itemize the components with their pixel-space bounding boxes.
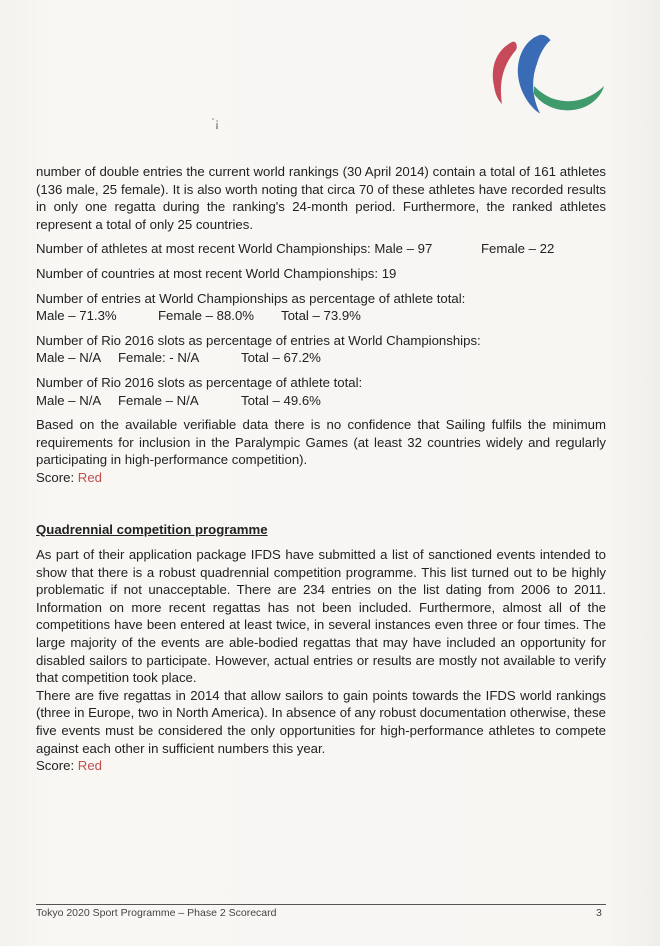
scan-artifact-mark: ˈ¡ <box>211 116 219 130</box>
page-number: 3 <box>596 907 602 919</box>
entries-percentage-block <box>36 290 606 325</box>
slots-entries-label: Number of Rio 2016 slots as percentage of entries at World Championships: <box>36 332 481 348</box>
conclusion-text: Based on the available verifiable data there is no confidence that Sailing fulfils the minimum requirements for inclusion in the Paralympic Games (at least 32 countries widely and regularly participating in high-performance competition). <box>36 417 606 468</box>
entries-male: Male – 71.3% <box>36 308 117 324</box>
entries-female: Female – 88.0% <box>158 308 255 324</box>
section-paragraph <box>36 546 606 775</box>
section-paragraph-1: As part of their application package IFDS have submitted a list of sanctioned events intended to show that there is a robust quadrennial competition programme. This list turned out to be highly problematic if not unacceptable. There are 234 entries on the list dating from 2006 to 2011. Information on more recent regattas has not been included. Furthermore, almost all of the competitions have been entered at least twice, in several instances even three or four times. The large majority of the events are able-bodied regattas that may have included an opportunity for disabled sailors to participate. However, actual entries or results are mostly not available to verify that competition took place. <box>36 547 606 686</box>
athletes-line <box>36 240 606 258</box>
score-label-1: Score: <box>36 469 75 485</box>
document-body <box>36 163 606 775</box>
section-heading: Quadrennial competition programme <box>36 521 268 537</box>
slots-entries-male: Male – N/A <box>36 350 102 366</box>
countries-line: Number of countries at most recent World Championships: 19 <box>36 265 397 281</box>
score-value-1: Red <box>77 469 102 485</box>
footer-title: Tokyo 2020 Sport Programme – Phase 2 Scorecard <box>36 907 277 919</box>
slots-athlete-female: Female – N/A <box>118 392 199 408</box>
entries-percentage-label: Number of entries at World Championships as percentage of athlete total: <box>36 290 466 306</box>
slots-athlete-total: Total – 49.6% <box>241 392 321 408</box>
section-paragraph-2: There are five regattas in 2014 that allow sailors to gain points towards the IFDS world rankings (three in Europe, two in North America). In absence of any robust documentation otherwise, these five events must be considered the only opportunities for high-performance athletes to compete against each other in sufficient numbers this year. <box>36 687 606 756</box>
slots-entries-female: Female: - N/A <box>118 350 200 366</box>
footer-divider <box>36 904 606 905</box>
score-label-2: Score: <box>36 758 75 774</box>
conclusion-paragraph <box>36 416 606 486</box>
athletes-line-label: Number of athletes at most recent World Championships: Male – 97 <box>36 241 433 257</box>
slots-entries-block <box>36 332 606 367</box>
slots-athlete-block <box>36 374 606 409</box>
slots-athlete-male: Male – N/A <box>36 392 102 408</box>
athletes-line-female: Female – 22 <box>481 241 555 257</box>
intro-paragraph: number of double entries the current world rankings (30 April 2014) contain a total of 161 athletes (136 male, 25 female). It is also worth noting that circa 70 of these athletes have recorded results in only one regatta during the ranking's 24-month period. Furthermore, the ranked athletes represent a total of only 25 countries. <box>36 164 606 232</box>
score-value-2: Red <box>77 758 102 774</box>
slots-athlete-label: Number of Rio 2016 slots as percentage of athlete total: <box>36 374 363 390</box>
paralympic-agitos-logo <box>482 28 608 124</box>
slots-entries-total: Total – 67.2% <box>241 350 321 366</box>
entries-total: Total – 73.9% <box>281 308 361 324</box>
